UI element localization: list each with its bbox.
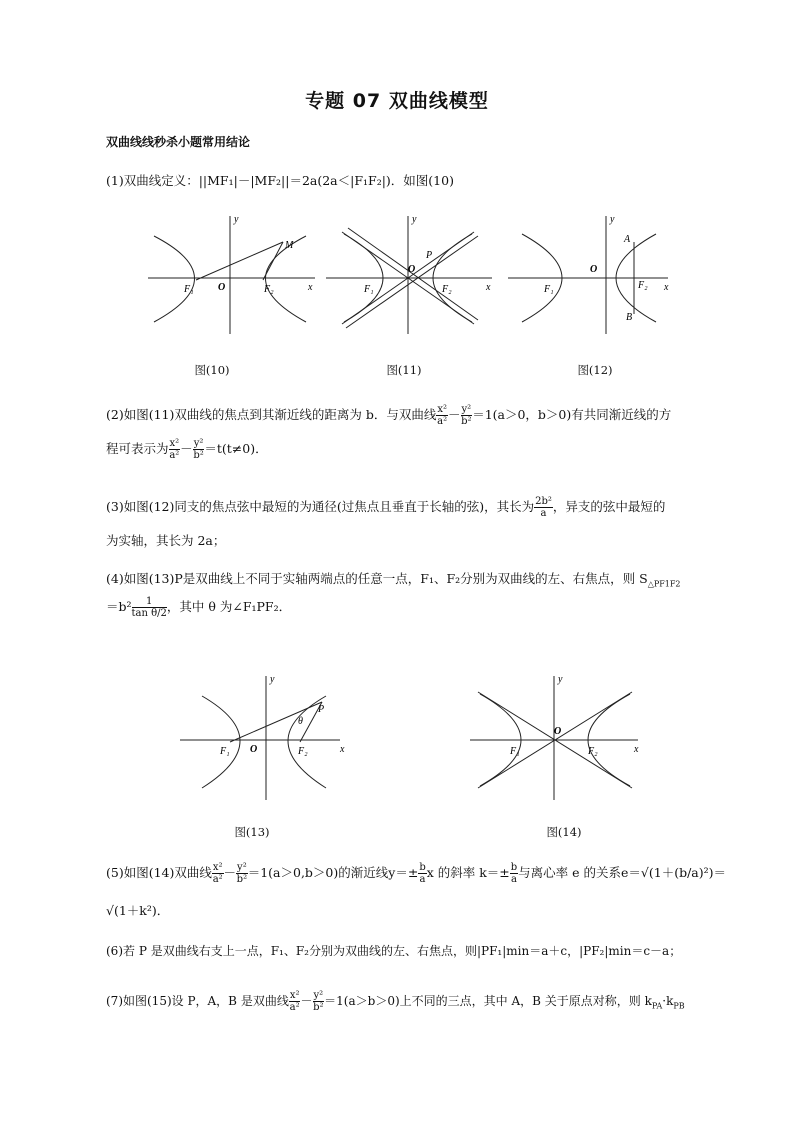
f1-label: F₁ <box>184 284 194 295</box>
paragraph-6: (6)若 P 是双曲线右支上一点，F₁、F₂分别为双曲线的左、右焦点，则|PF₁|min＝a＋c，|PF₂|min＝c－a； <box>106 944 682 958</box>
paragraph-1: (1)双曲线定义：||MF₁|－|MF₂||＝2a(2a＜|F₁F₂|)．如图(10) <box>106 173 454 188</box>
origin-label: O <box>218 282 226 293</box>
f1-label: F₁ <box>544 284 554 295</box>
f2-label: F₂ <box>638 280 648 291</box>
y-axis-label: y <box>558 674 563 685</box>
figure-13 <box>176 672 356 812</box>
caption-fig12: 图(12) <box>577 363 613 377</box>
paragraph-2-line-2: 程可表示为 $\frac{\text{x²}}{\text{a²}}$ － $\frac{\text{y²}}{\text{b²}}$ ＝t(t≠0)． <box>106 438 268 461</box>
figure-14 <box>466 672 646 812</box>
paragraph-7: (7)如图(15)设 P，A，B 是双曲线 $\frac{\text{x²}}{\text{a²}}$ － $\frac{\text{y²}}{\text{b²}}$ ＝1(a＞b＞0)上不同的三点，其中 A，B 关于原点对称，则 $k_{PA}\cdot k_{PB}$ <box>106 990 685 1013</box>
x-axis-label: x <box>634 744 639 755</box>
a-label: A <box>624 234 631 245</box>
caption-fig13: 图(13) <box>234 825 270 839</box>
p-label: P <box>426 250 433 261</box>
paragraph-2: (2)如图(11)双曲线的焦点到其渐近线的距离为 b．与双曲线 $\frac{\text{x²}}{\text{a²}}$ － $\frac{\text{y²}}{\text{b²}}$ ＝1(a＞0，b＞0)有共同渐近线的方 <box>106 404 672 427</box>
x-axis-label: x <box>340 744 345 755</box>
y-axis-label: y <box>412 214 417 225</box>
f1-label: F₁ <box>220 746 230 757</box>
m-label: M <box>285 240 294 251</box>
theta-label: θ <box>298 716 303 727</box>
f1-label: F₁ <box>510 746 520 757</box>
caption-fig10: 图(10) <box>194 363 230 377</box>
paragraph-4-line-2: ＝b² $\frac{1}{\text{tan θ/2}}$ ，其中 θ 为∠F₁PF₂． <box>106 596 292 619</box>
paragraph-4: (4)如图(13)P是双曲线上不同于实轴两端点的任意一点，F₁、F₂分别为双曲线的左、右焦点，则 $S_{\triangle PF1F2}$ <box>106 571 681 589</box>
y-axis-label: y <box>270 674 275 685</box>
figure-11 <box>322 212 502 342</box>
origin-label: O <box>590 264 598 275</box>
f2-label: F₂ <box>298 746 308 757</box>
figure-12 <box>506 212 686 342</box>
p-label: P <box>318 704 325 715</box>
f1-label: F₁ <box>364 284 374 295</box>
f2-label: F₂ <box>264 284 274 295</box>
origin-label: O <box>250 744 258 755</box>
caption-fig14: 图(14) <box>546 825 582 839</box>
origin-label: O <box>408 264 416 275</box>
origin-label: O <box>554 726 562 737</box>
x-axis-label: x <box>486 282 491 293</box>
f2-label: F₂ <box>588 746 598 757</box>
section-subtitle: 双曲线线秒杀小题常用结论 <box>106 135 251 149</box>
paragraph-3: (3)如图(12)同支的焦点弦中最短的为通径(过焦点且垂直于长轴的弦)，其长为 $\frac{\text{2b²}}{a}$ ，异支的弦中最短的 <box>106 496 666 519</box>
paragraph-3-line-2: 为实轴，其长为 2a； <box>106 533 226 548</box>
paragraph-5: (5)如图(14)双曲线 $\frac{\text{x²}}{\text{a²}}$ － $\frac{\text{y²}}{\text{b²}}$ ＝1(a＞0,b＞0)的渐近线y＝± $\frac{b}{a}$ x 的斜率 k＝± $\frac{b}{a}$ 与离心率 e 的关系e＝√(1＋(b/a)²)＝ <box>106 862 727 885</box>
x-axis-label: x <box>664 282 669 293</box>
f2-label: F₂ <box>442 284 452 295</box>
y-axis-label: y <box>234 214 239 225</box>
y-axis-label: y <box>610 214 615 225</box>
page-title: 专题 07 双曲线模型 <box>305 90 489 112</box>
x-axis-label: x <box>308 282 313 293</box>
caption-fig11: 图(11) <box>386 363 422 377</box>
figure-10 <box>140 212 340 342</box>
paragraph-5-line-2: √(1＋k²)． <box>106 903 170 918</box>
b-label: B <box>626 312 633 323</box>
